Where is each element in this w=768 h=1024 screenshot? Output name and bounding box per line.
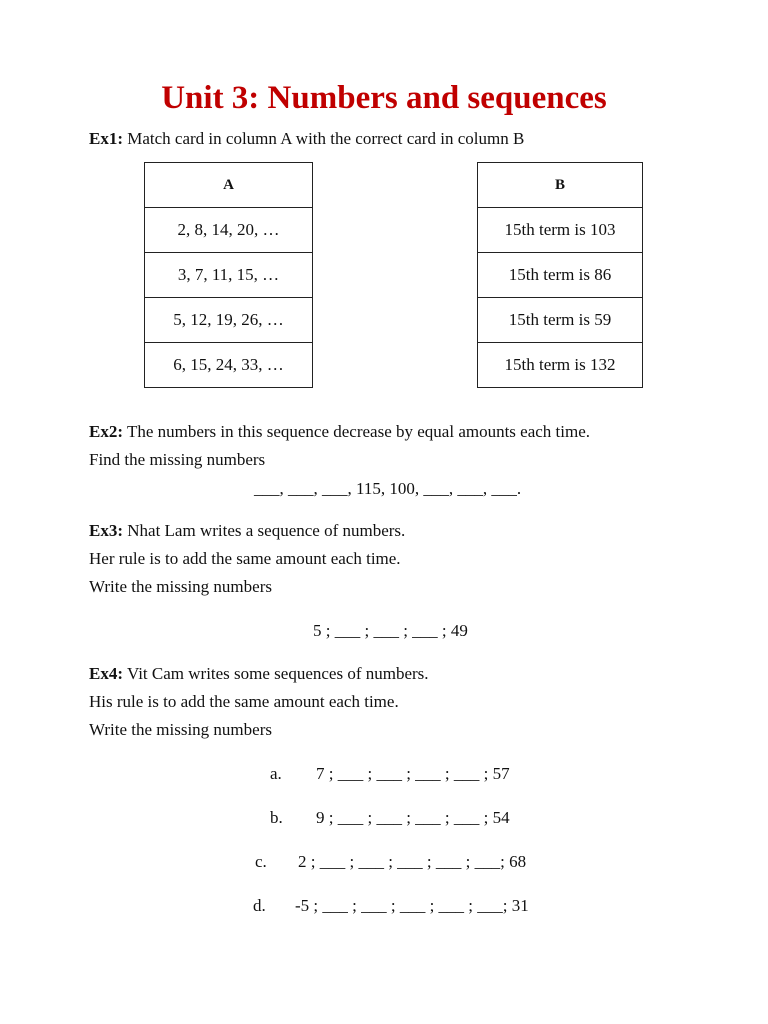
ex3-label: Ex3:	[89, 521, 123, 540]
ex2-label: Ex2:	[89, 422, 123, 441]
column-b-card: 15th term is 86	[478, 253, 643, 298]
column-a-table	[144, 162, 313, 388]
ex3-line3: Write the missing numbers	[89, 577, 272, 596]
ex4-text: Vit Cam writes some sequences of numbers.	[123, 664, 429, 683]
column-a-header: A	[145, 163, 313, 208]
ex2-sequence: ___, ___, ___, 115, 100, ___, ___, ___.	[254, 479, 522, 498]
ex4-instruction	[89, 664, 429, 684]
ex4-item-d-sequence: -5 ; ___ ; ___ ; ___ ; ___ ; ___; 31	[295, 896, 529, 915]
ex2-text: The numbers in this sequence decrease by equal amounts each time.	[123, 422, 591, 441]
column-b-card: 15th term is 103	[478, 208, 643, 253]
ex2-line2: Find the missing numbers	[89, 450, 266, 469]
column-b-header: B	[478, 163, 643, 208]
ex4-item-b-letter: b.	[270, 808, 283, 827]
ex3-text: Nhat Lam writes a sequence of numbers.	[123, 521, 406, 540]
ex4-line3: Write the missing numbers	[89, 720, 272, 739]
ex3-line2: Her rule is to add the same amount each time.	[89, 549, 401, 568]
ex4-item-b-sequence: 9 ; ___ ; ___ ; ___ ; ___ ; 54	[316, 808, 510, 827]
ex2-instruction	[89, 422, 590, 442]
ex1-instruction	[89, 129, 524, 149]
ex4-line2: His rule is to add the same amount each time.	[89, 692, 399, 711]
ex3-instruction	[89, 521, 405, 541]
ex4-label: Ex4:	[89, 664, 123, 683]
column-a-card: 2, 8, 14, 20, …	[145, 208, 313, 253]
ex4-item-a-letter: a.	[270, 764, 282, 783]
ex4-item-c-letter: c.	[255, 852, 267, 871]
ex1-label: Ex1:	[89, 129, 123, 148]
column-b-table	[477, 162, 643, 388]
column-b-card: 15th term is 59	[478, 298, 643, 343]
ex1-text: Match card in column A with the correct card in column B	[123, 129, 525, 148]
ex4-item-a-sequence: 7 ; ___ ; ___ ; ___ ; ___ ; 57	[316, 764, 510, 783]
column-a-card: 6, 15, 24, 33, …	[145, 343, 313, 388]
column-b-card: 15th term is 132	[478, 343, 643, 388]
column-a-card: 3, 7, 11, 15, …	[145, 253, 313, 298]
ex4-item-c-sequence: 2 ; ___ ; ___ ; ___ ; ___ ; ___; 68	[298, 852, 527, 871]
ex3-sequence: 5 ; ___ ; ___ ; ___ ; 49	[313, 621, 468, 640]
page-title: Unit 3: Numbers and sequences	[161, 80, 607, 116]
ex4-item-d-letter: d.	[253, 896, 266, 915]
column-a-card: 5, 12, 19, 26, …	[145, 298, 313, 343]
